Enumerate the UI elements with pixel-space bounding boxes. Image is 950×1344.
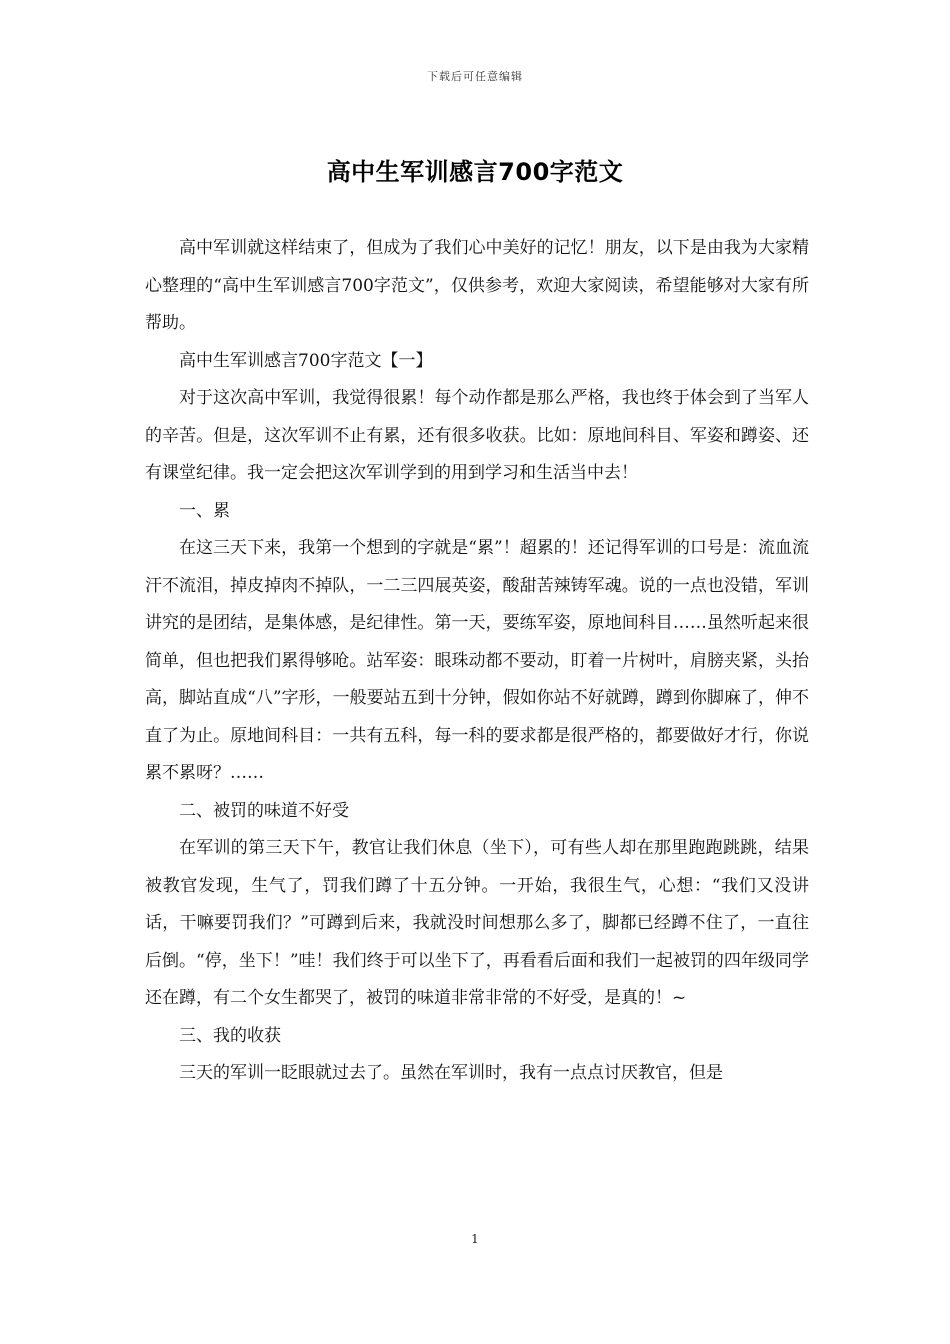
section-heading-gains: 三、我的收获 — [179, 1025, 281, 1046]
page-number: 1 — [471, 1232, 479, 1246]
paragraph-overview: 对于这次高中军训，我觉得很累！每个动作都是那么严格，我也终于体会到了当军人的辛苦。但是，这次军训不止有累，还有很多收获。比如：原地间科目、军姿和蹲姿、还有课堂纪律。我一定会把这次军训学到的用到学习和生活当中去！ — [145, 388, 809, 483]
paragraph-tired: 在这三天下来，我第一个想到的字就是“累”！超累的！还记得军训的口号是：流血流汗不流泪，掉皮掉肉不掉队，一二三四展英姿，酸甜苦辣铸军魂。说的一点也没错，军训讲究的是团结，是集体感，是纪律性。第一天，要练军姿，原地间科目……虽然听起来很简单，但也把我们累得够呛。站军姿：眼珠动都不要动，盯着一片树叶，肩膀夹紧，头抬高，脚站直成“八”字形，一般要站五到十分钟，假如你站不好就蹲，蹲到你脚麻了，伸不直了为止。原地间科目：一共有五科，每一科的要求都是很严格的，都要做好才行，你说累不累呀？…… — [145, 538, 809, 783]
section-heading-tired: 一、累 — [179, 500, 230, 521]
document-title: 高中生军训感言700字范文 — [326, 158, 624, 186]
document-body — [145, 230, 809, 1093]
page-header: 下载后可任意编辑 — [427, 70, 523, 83]
section-heading-punishment: 二、被罚的味道不好受 — [179, 800, 349, 821]
section-heading-essay-one: 高中生军训感言700字范文【一】 — [179, 350, 433, 371]
paragraph-punishment: 在军训的第三天下午，教官让我们休息（坐下），可有些人却在那里跑跑跳跳，结果被教官发现，生气了，罚我们蹲了十五分钟。一开始，我很生气，心想：“我们又没讲话，干嘛要罚我们？”可蹲到后来，我就没时间想那么多了，脚都已经蹲不住了，一直往后倒。“停，坐下！”哇！我们终于可以坐下了，再看看后面和我们一起被罚的四年级同学还在蹲，有二个女生都哭了，被罚的味道非常非常的不好受，是真的！~ — [145, 838, 809, 1008]
paragraph-gains: 三天的军训一眨眼就过去了。虽然在军训时，我有一点点讨厌教官，但是 — [179, 1063, 723, 1083]
paragraph-intro: 高中军训就这样结束了，但成为了我们心中美好的记忆！朋友，以下是由我为大家精心整理的“高中生军训感言700字范文”，仅供参考，欢迎大家阅读，希望能够对大家有所帮助。 — [145, 238, 809, 333]
